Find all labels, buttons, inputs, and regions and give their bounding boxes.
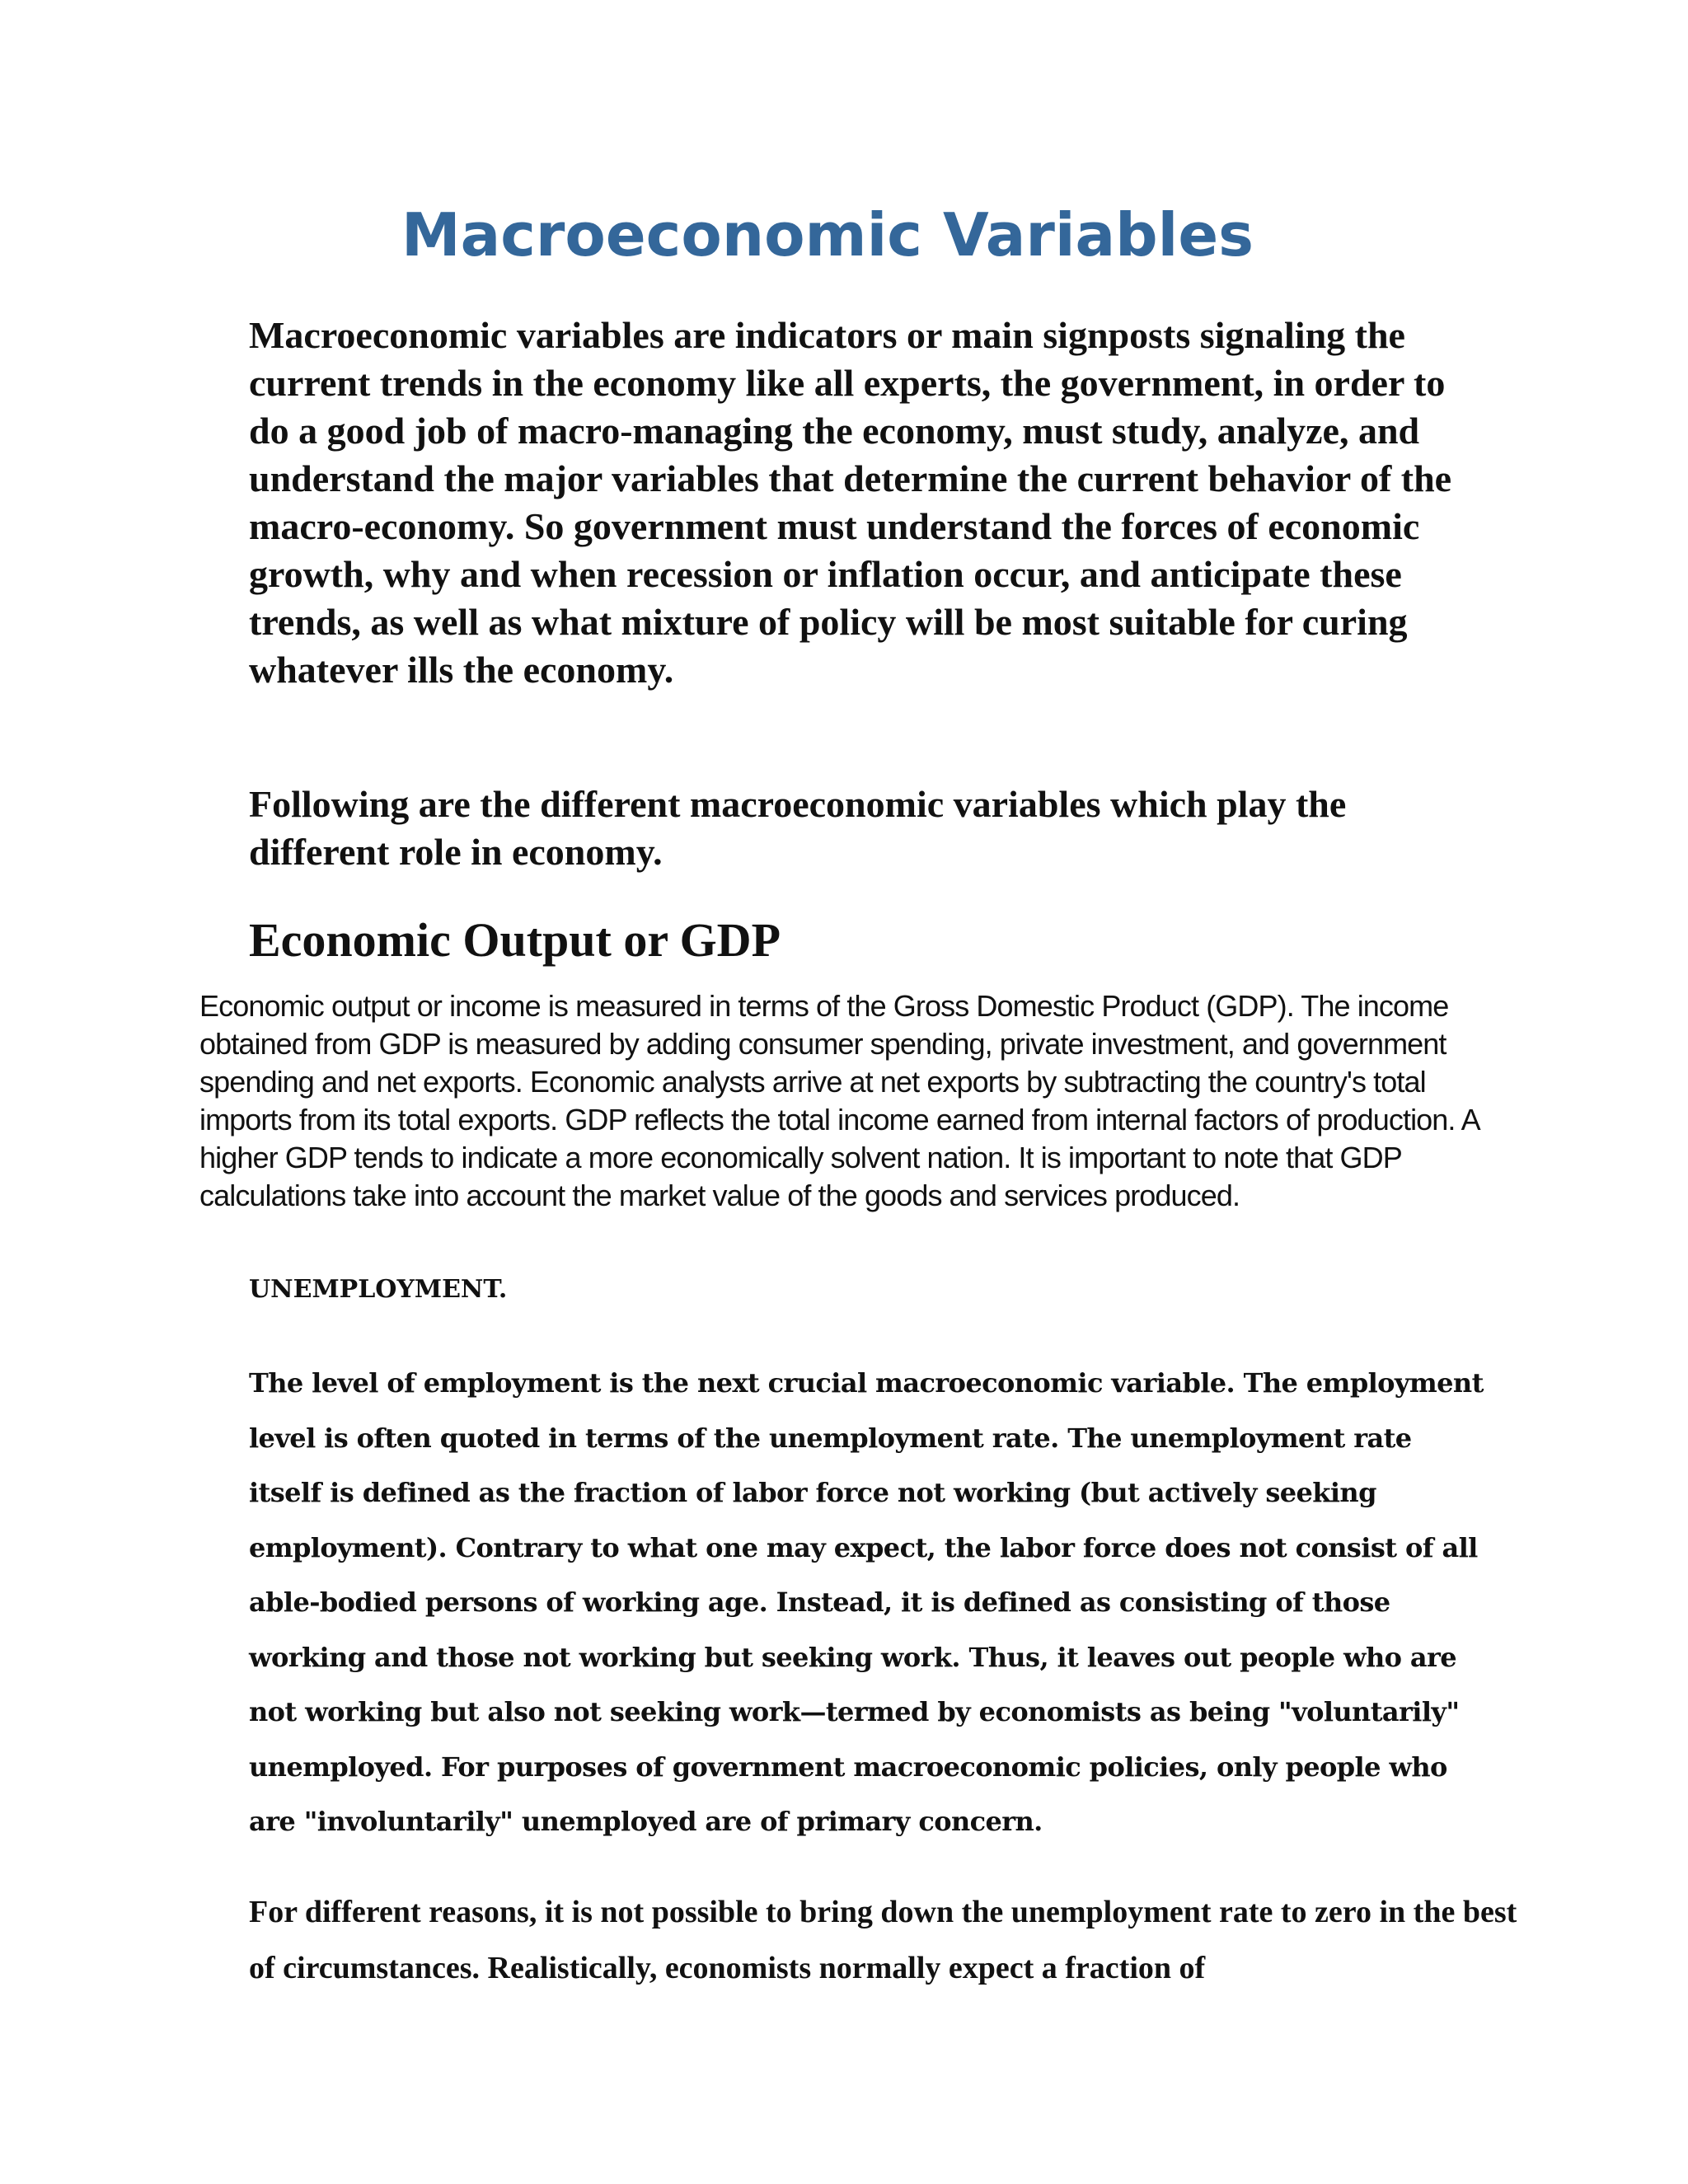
page-title: Macroeconomic Variables [401,200,1254,269]
unemployment-heading: UNEMPLOYMENT. [249,1275,508,1304]
gdp-heading: Economic Output or GDP [249,913,781,967]
unemployment-paragraph: The level of employment is the next crucial macroeconomic variable. The employment level is often quoted in terms of the unemployment rate. The unemployment rate itself is defined as the fraction of labor force not working (but actively seeking employment). Contrary to what one may expect, the labor force does not consist of all able-bodied persons of working age. Instead, it is defined as consisting of those working and those not working but seeking work. Thus, it leaves out people who are not working but also not seeking work—termed by economists as being "voluntarily" unemployed. For purposes of government macroeconomic policies, only people who are "involuntarily" unemployed are of primary concern. [249,1367,1484,1837]
gdp-paragraph: Economic output or income is measured in terms of the Gross Domestic Product (GDP). The income obtained from GDP is measured by adding consumer spending, private investment, and government spending and net exports. Economic analysts arrive at net exports by subtracting the country's total imports from its total exports. GDP reflects the total income earned from internal factors of production. A higher GDP tends to indicate a more economically solvent nation. It is important to note that GDP calculations take into account the market value of the goods and services produced. [199,989,1479,1212]
intro-paragraph: Macroeconomic variables are indicators or main signposts signaling the current trends in the economy like all experts, the government, in order to do a good job of macro-managing the economy, must study, analyze, and understand the major variables that determine the current behavior of the macro-economy. So government must understand the forces of economic growth, why and when recession or inflation occur, and anticipate these trends, as well as what mixture of policy will be most suitable for curing whatever ills the economy. [249,314,1452,691]
unemployment-paragraph-2: For different reasons, it is not possible to bring down the unemployment rate to zero in the best of circumstances. Realistically, economists normally expect a fraction of [249,1895,1517,1985]
following-paragraph: Following are the different macroeconomic variables which play the different role in economy. [249,783,1347,873]
